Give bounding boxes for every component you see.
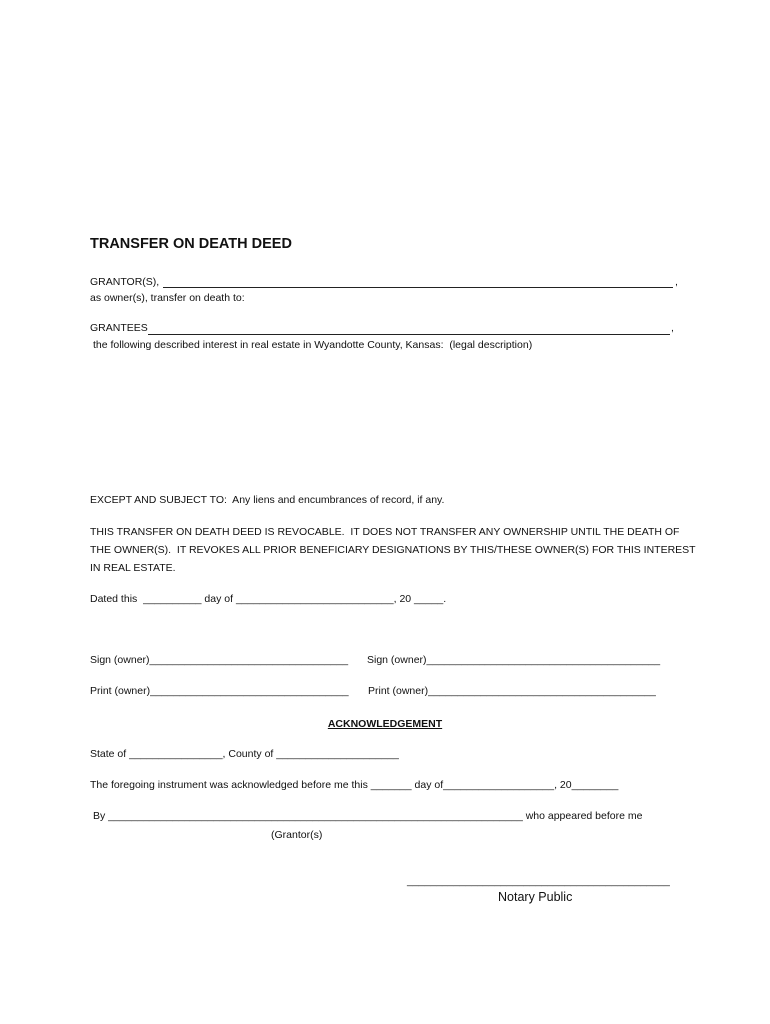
grantor-label: GRANTOR(S), [90, 276, 160, 288]
state-county-line[interactable]: State of ________________, County of _____________________ [90, 748, 399, 760]
legal-description-intro: the following described interest in real estate in Wyandotte County, Kansas: (legal description) [93, 339, 533, 351]
grantees-comma: , [671, 322, 674, 334]
notary-public-label: Notary Public [498, 890, 573, 904]
print-owner-right[interactable]: Print (owner)_______________________________________ [368, 685, 656, 697]
except-subject-to: EXCEPT AND SUBJECT TO: Any liens and encumbrances of record, if any. [90, 494, 445, 506]
grantor-subtext: as owner(s), transfer on death to: [90, 292, 245, 304]
notary-signature-line[interactable]: _____________________________________________ [407, 875, 670, 887]
print-owner-left[interactable]: Print (owner)__________________________________ [90, 685, 349, 697]
sign-owner-left[interactable]: Sign (owner)__________________________________ [90, 654, 349, 666]
grantees-label: GRANTEES [90, 322, 148, 334]
revocable-line-3: IN REAL ESTATE. [90, 562, 176, 574]
by-line[interactable]: By _______________________________________________________________________ who appeared before me [93, 810, 643, 822]
grantor-comma: , [675, 276, 678, 288]
revocable-line-1: THIS TRANSFER ON DEATH DEED IS REVOCABLE. IT DOES NOT TRANSFER ANY OWNERSHIP UNTIL THE DEATH OF [90, 526, 680, 538]
document-title: TRANSFER ON DEATH DEED [90, 236, 292, 252]
sign-owner-right[interactable]: Sign (owner)________________________________________ [367, 654, 661, 666]
grantors-caption: (Grantor(s) [271, 829, 323, 841]
grantees-line[interactable] [148, 334, 670, 335]
grantor-line[interactable] [163, 287, 673, 288]
dated-line[interactable]: Dated this __________ day of ___________________________, 20 _____. [90, 593, 447, 605]
revocable-line-2: THE OWNER(S). IT REVOKES ALL PRIOR BENEFICIARY DESIGNATIONS BY THIS/THESE OWNER(S) FOR THIS INTEREST [90, 544, 696, 556]
foregoing-instrument-line[interactable]: The foregoing instrument was acknowledged before me this _______ day of___________________, 20________ [90, 779, 619, 791]
acknowledgement-heading: ACKNOWLEDGEMENT [327, 718, 443, 730]
